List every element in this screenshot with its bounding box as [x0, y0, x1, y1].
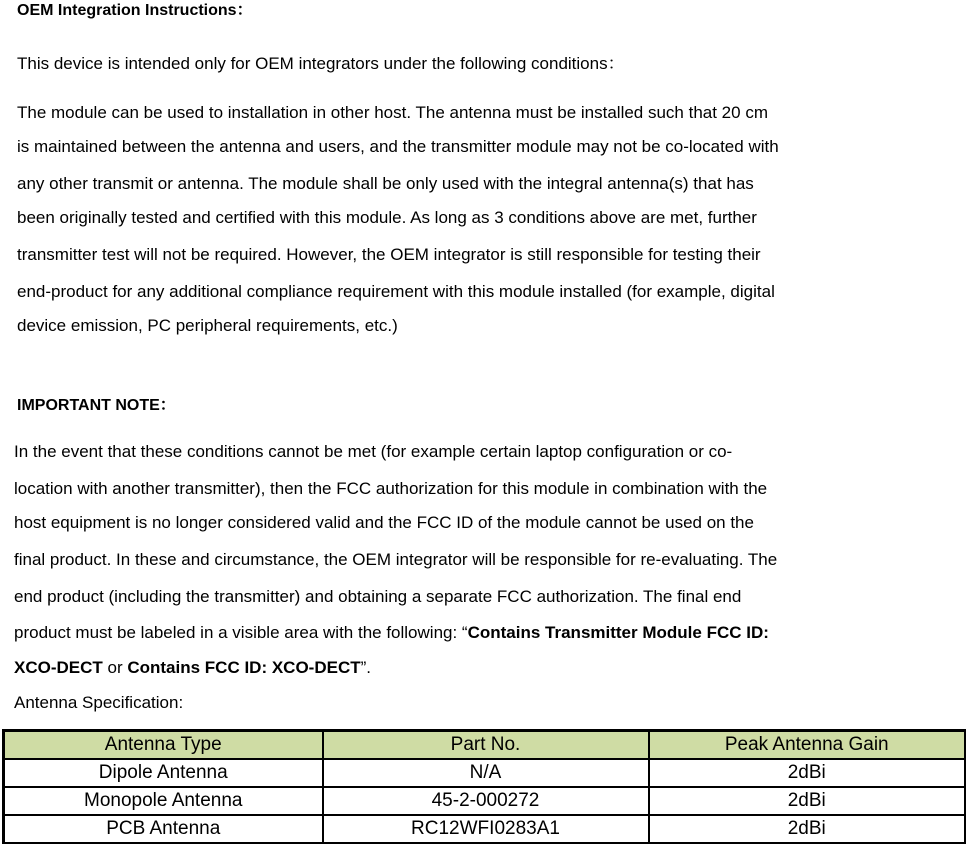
oem-text-line-6: end-product for any additional compliance requirement with this module installed (for example, digital	[17, 282, 775, 301]
cell-antenna-type: Dipole Antenna	[4, 759, 323, 787]
quote-end: ”.	[360, 658, 372, 677]
important-text-line-4: final product. In these and circumstance, the OEM integrator will be responsible for re-evaluating. The	[14, 550, 778, 569]
important-text-line-7	[14, 658, 371, 678]
antenna-spec-caption: Antenna Specification:	[14, 693, 184, 712]
important-text-line-6	[14, 623, 769, 643]
cell-peak-gain: 2dBi	[649, 815, 966, 843]
oem-text-line-4: been originally tested and certified with this module. As long as 3 conditions above are met, further	[17, 208, 757, 227]
or-text: or	[102, 658, 128, 677]
cell-antenna-type: PCB Antenna	[4, 815, 323, 843]
oem-text-line-2: is maintained between the antenna and users, and the transmitter module may not be co-located with	[17, 137, 779, 156]
header-peak-gain: Peak Antenna Gain	[649, 731, 966, 760]
oem-intro: This device is intended only for OEM integrators under the following conditions：	[17, 54, 625, 73]
cell-peak-gain: 2dBi	[649, 759, 966, 787]
label-text-contains-module: Contains Transmitter Module FCC ID:	[467, 623, 769, 642]
cell-part-no: RC12WFI0283A1	[323, 815, 649, 843]
table-row	[4, 815, 966, 843]
cell-part-no: N/A	[323, 759, 649, 787]
important-text-line-2: location with another transmitter), then the FCC authorization for this module in combination with the	[14, 479, 768, 498]
important-heading: IMPORTANT NOTE：	[17, 397, 176, 414]
important-text-line-3: host equipment is no longer considered valid and the FCC ID of the module cannot be used on the	[14, 513, 754, 532]
table-header-row	[4, 731, 966, 760]
oem-text-line-7: device emission, PC peripheral requirements, etc.)	[17, 316, 398, 335]
table-row	[4, 759, 966, 787]
label-text-contains-fcc-id: Contains FCC ID: XCO-DECT	[127, 658, 361, 677]
cell-part-no: 45-2-000272	[323, 787, 649, 815]
cell-peak-gain: 2dBi	[649, 787, 966, 815]
cell-antenna-type: Monopole Antenna	[4, 787, 323, 815]
header-part-no: Part No.	[323, 731, 649, 760]
oem-text-line-1: The module can be used to installation in other host. The antenna must be installed such that 20 cm	[17, 103, 768, 122]
important-text-line-5: end product (including the transmitter) and obtaining a separate FCC authorization. The final end	[14, 587, 742, 606]
header-antenna-type: Antenna Type	[4, 731, 323, 760]
fcc-id-label: XCO-DECT	[14, 658, 103, 677]
label-instruction-text: product must be labeled in a visible area with the following: “	[14, 623, 468, 642]
antenna-spec-table	[2, 729, 966, 844]
oem-heading: OEM Integration Instructions：	[17, 2, 253, 19]
oem-text-line-3: any other transmit or antenna. The module shall be only used with the integral antenna(s) that has	[17, 174, 754, 193]
oem-text-line-5: transmitter test will not be required. However, the OEM integrator is still responsible for testing their	[17, 245, 761, 264]
table-row	[4, 787, 966, 815]
important-text-line-1: In the event that these conditions cannot be met (for example certain laptop configuration or co-	[14, 442, 733, 461]
